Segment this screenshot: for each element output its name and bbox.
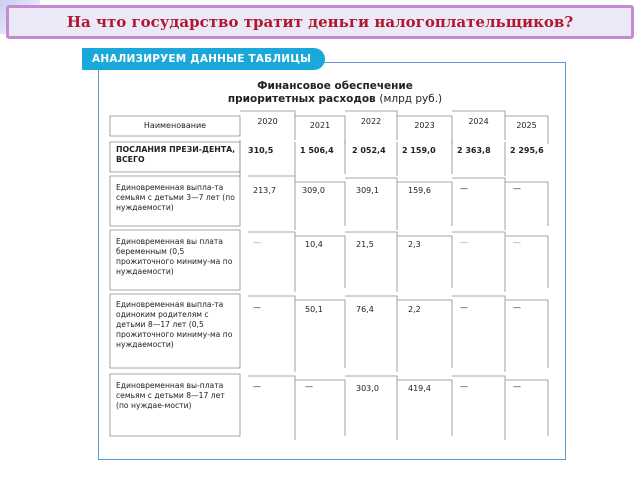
table-cell: 309,1 (356, 186, 379, 195)
table-cell: 21,5 (356, 240, 374, 249)
table-cell: — (253, 303, 261, 312)
table-cell: — (460, 382, 468, 391)
table-cell: 76,4 (356, 305, 374, 314)
table-cell: 213,7 (253, 186, 276, 195)
table-cell: 2 295,6 (510, 146, 544, 155)
table-cell: 310,5 (248, 146, 274, 155)
table-cell: 419,4 (408, 384, 431, 393)
table-title-line2: приоритетных расходов (227, 93, 376, 105)
column-header-year: 2023 (414, 121, 435, 130)
table-cell: 2 159,0 (402, 146, 436, 155)
column-header-year: 2022 (360, 117, 382, 126)
row-label: Единовременная вы плата беременным (0,5 прожиточного миниму-ма по нуждаемости) (116, 237, 233, 276)
column-header-name: Наименование (143, 121, 207, 130)
table-cell: 2 052,4 (352, 146, 386, 155)
column-header-year: 2020 (257, 117, 278, 126)
table-cell: — (460, 184, 468, 193)
table-cell: — (513, 382, 521, 391)
column-header-year: 2024 (468, 117, 489, 126)
table-cell: — (513, 184, 521, 193)
section-banner: АНАЛИЗИРУЕМ ДАННЫЕ ТАБЛИЦЫ (82, 48, 325, 70)
table-cell: 159,6 (408, 186, 431, 195)
row-label: Единовременная выпла-та семьям с детьми 3—7 лет (по нуждаемости) (116, 183, 235, 212)
row-label: Единовременная вы-плата семьям с детьми 8—17 лет (по нуждае-мости) (116, 381, 225, 410)
table-cell: 309,0 (302, 186, 325, 195)
table-cell: — (253, 238, 261, 247)
table-cell: 2,2 (408, 305, 421, 314)
table-cell: — (513, 303, 521, 312)
table-cell: 1 506,4 (300, 146, 334, 155)
table-cell: — (305, 382, 313, 391)
table-cell: 2 363,8 (457, 146, 491, 155)
row-label: ПОСЛАНИЯ ПРЕЗИ-ДЕНТА, ВСЕГО (116, 145, 236, 164)
table-cell: 303,0 (356, 384, 379, 393)
table-cell: — (460, 303, 468, 312)
table-cell: 10,4 (305, 240, 323, 249)
table-cell: — (253, 382, 261, 391)
column-header-year: 2025 (516, 121, 537, 130)
column-header-year: 2021 (309, 121, 331, 130)
row-label: Единовременная выпла-та одиноким родителям с детьми 8—17 лет (0,5 прожиточного миниму-ма по нуждаемости) (116, 300, 233, 349)
table-title-line1: Финансовое обеспечение (257, 80, 413, 92)
page-title: На что государство тратит деньги налогоплательщиков? (66, 13, 574, 31)
table-cell: 2,3 (408, 240, 421, 249)
table-cell: — (460, 238, 468, 247)
table-title-unit: (млрд руб.) (379, 93, 443, 105)
table-cell: 50,1 (305, 305, 323, 314)
table-cell: — (513, 238, 521, 247)
